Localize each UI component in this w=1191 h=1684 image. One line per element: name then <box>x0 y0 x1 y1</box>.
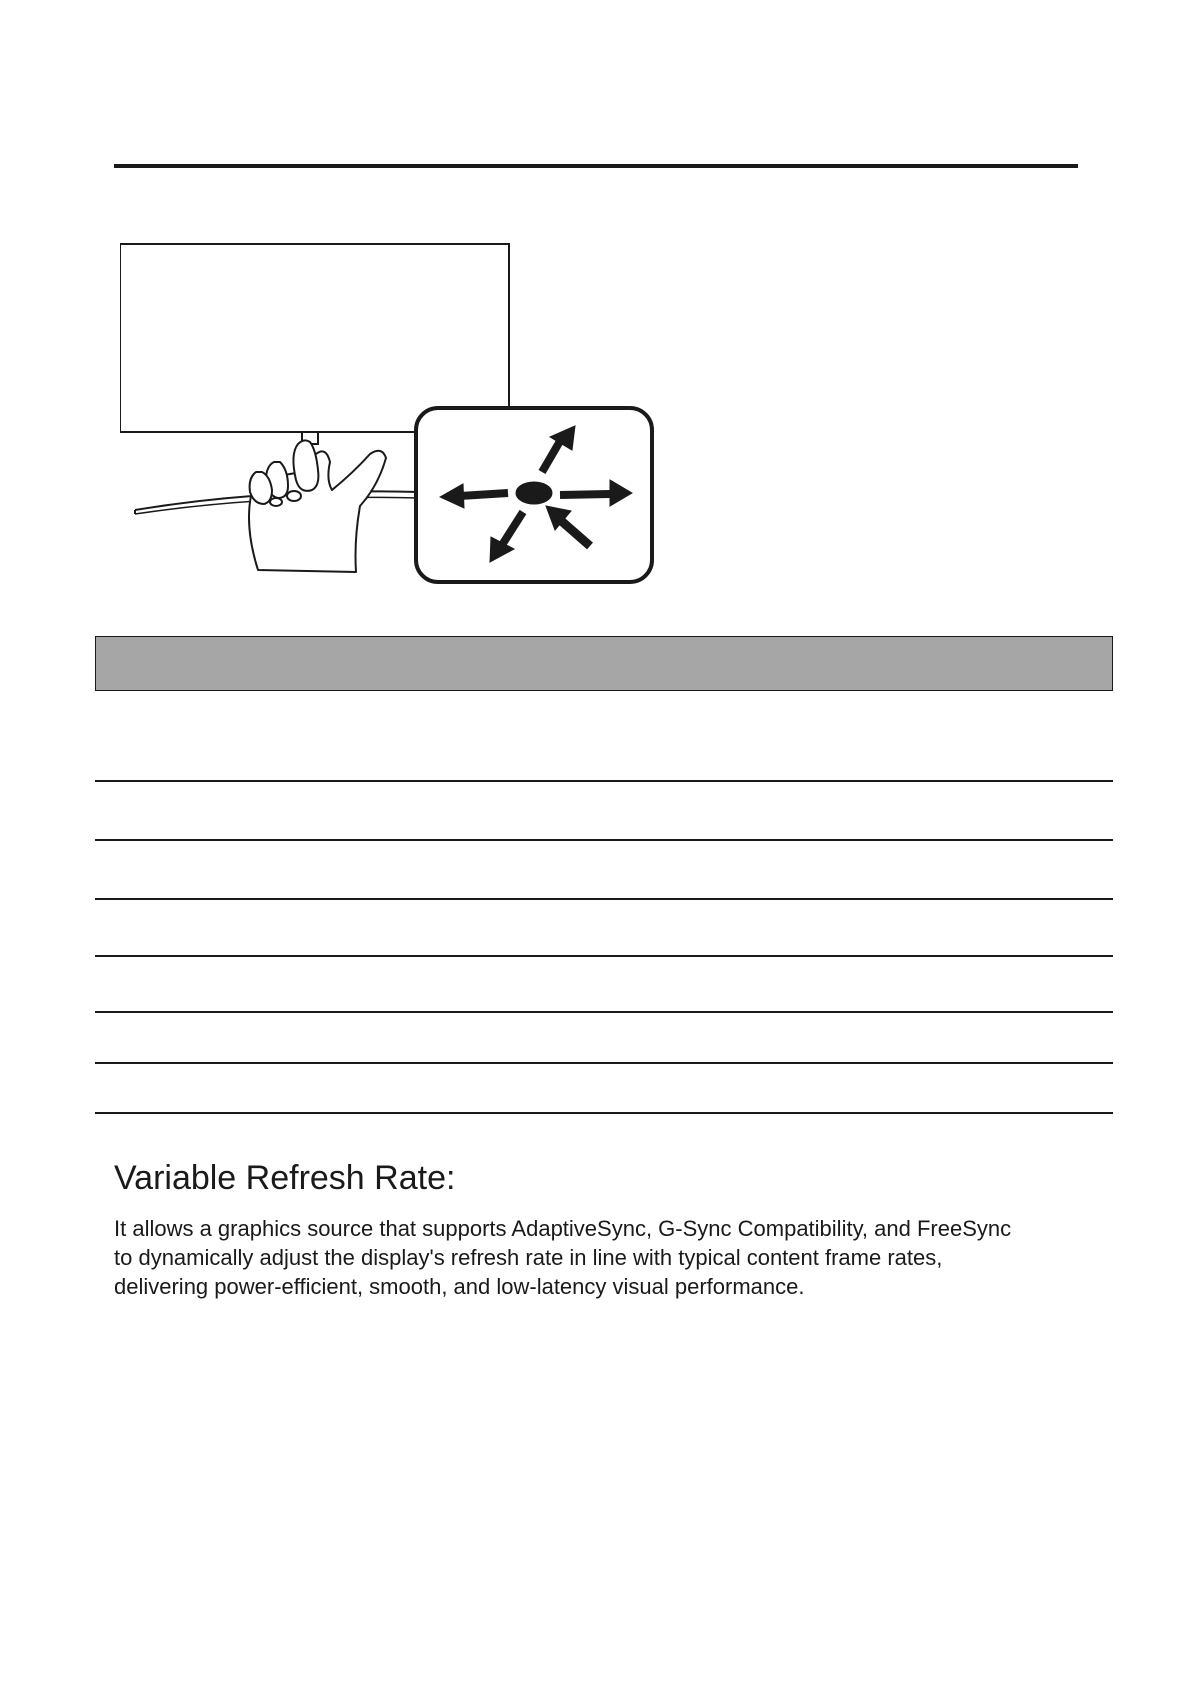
table-row <box>95 841 1113 900</box>
joystick-illustration <box>120 240 660 590</box>
hand-icon <box>249 440 386 572</box>
monitor-screen <box>120 244 509 432</box>
monitor-joystick-figure <box>120 240 660 590</box>
section-body: It allows a graphics source that supports AdaptiveSync, G-Sync Compatibility, and FreeSync to dynamically adjust the display's refresh rate in line with typical content frame rates, delivering power-efficient, smooth, and low-latency visual performance. <box>114 1216 1012 1299</box>
table-row <box>95 1064 1113 1114</box>
top-divider <box>114 164 1078 168</box>
table-row <box>95 957 1113 1013</box>
table-row <box>95 692 1113 782</box>
table-row <box>95 900 1113 957</box>
table-row <box>95 1013 1113 1064</box>
section-heading: Variable Refresh Rate: <box>114 1159 456 1197</box>
table-header <box>95 636 1113 691</box>
table-row <box>95 782 1113 841</box>
variable-refresh-rate-section <box>114 1158 1074 1301</box>
